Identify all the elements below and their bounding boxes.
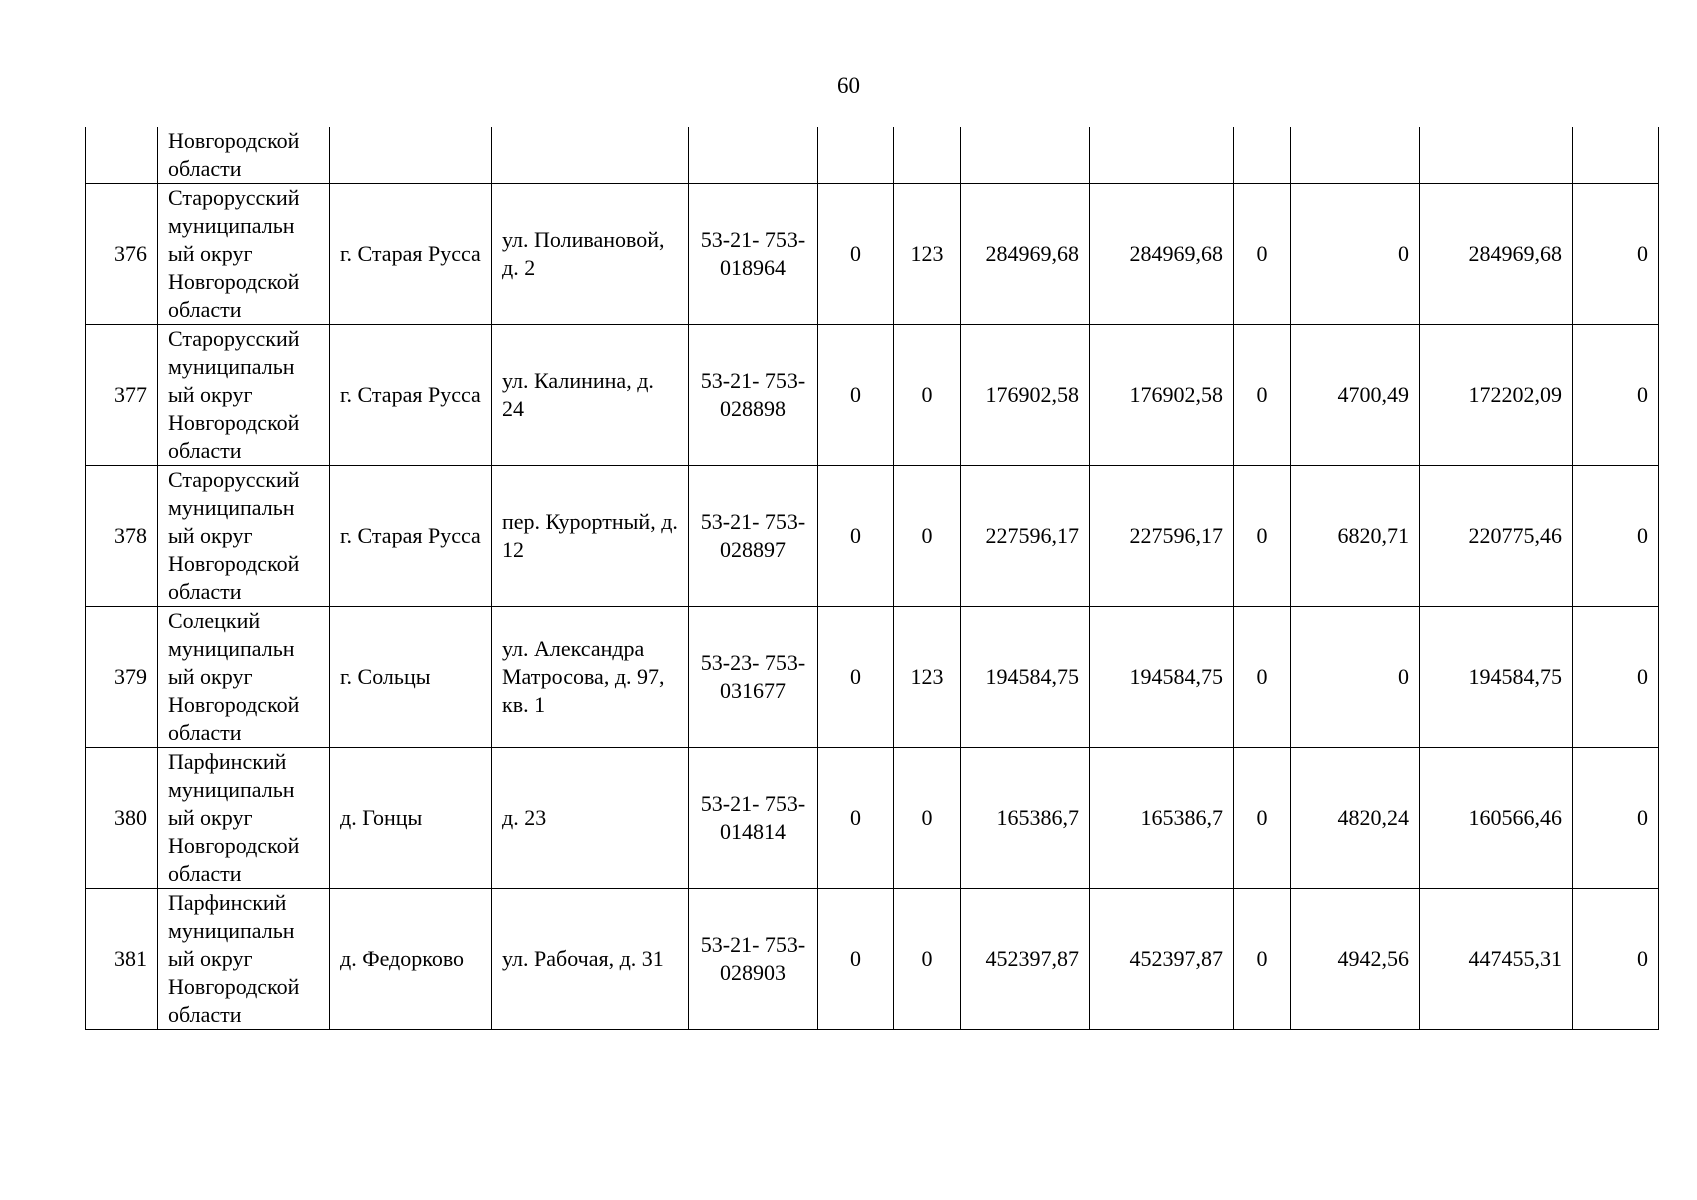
cell-settlement: г. Сольцы: [330, 607, 492, 748]
cell-v2: 227596,17: [1090, 466, 1234, 607]
cell-settlement: г. Старая Русса: [330, 466, 492, 607]
cell-c2: 0: [894, 325, 961, 466]
table-row: [86, 466, 1659, 607]
cell-v1: 284969,68: [961, 184, 1090, 325]
cell-c1: 0: [818, 607, 894, 748]
page-number: 60: [837, 73, 860, 98]
cell-code: [689, 127, 818, 184]
cell-v6: 0: [1573, 889, 1659, 1030]
cell-address: ул. Калинина, д. 24: [492, 325, 689, 466]
cell-v6: 0: [1573, 325, 1659, 466]
cell-code: 53-21- 753- 028898: [689, 325, 818, 466]
cell-v5: 172202,09: [1420, 325, 1573, 466]
cell-index: 381: [86, 889, 158, 1030]
cell-settlement: д. Гонцы: [330, 748, 492, 889]
cell-v4: 0: [1291, 184, 1420, 325]
cell-region: Парфинский муниципальн ый округ Новгородской области: [158, 748, 330, 889]
cell-v5: 284969,68: [1420, 184, 1573, 325]
cell-c2: [894, 127, 961, 184]
cell-v4: 4700,49: [1291, 325, 1420, 466]
cell-c1: 0: [818, 325, 894, 466]
cell-v3: [1234, 127, 1291, 184]
cell-v3: 0: [1234, 607, 1291, 748]
cell-v2: [1090, 127, 1234, 184]
property-table: [85, 127, 1659, 1030]
cell-region: Старорусский муниципальн ый округ Новгородской области: [158, 466, 330, 607]
cell-index: [86, 127, 158, 184]
cell-settlement: г. Старая Русса: [330, 325, 492, 466]
cell-v3: 0: [1234, 889, 1291, 1030]
cell-c2: 123: [894, 184, 961, 325]
cell-index: 376: [86, 184, 158, 325]
cell-v1: 165386,7: [961, 748, 1090, 889]
cell-code: 53-21- 753- 028897: [689, 466, 818, 607]
cell-c1: 0: [818, 184, 894, 325]
cell-v1: 194584,75: [961, 607, 1090, 748]
cell-v4: 4942,56: [1291, 889, 1420, 1030]
cell-c1: 0: [818, 889, 894, 1030]
cell-region: Старорусский муниципальн ый округ Новгородской области: [158, 325, 330, 466]
cell-v1: 227596,17: [961, 466, 1090, 607]
cell-v4: 0: [1291, 607, 1420, 748]
cell-c2: 0: [894, 889, 961, 1030]
cell-address: [492, 127, 689, 184]
cell-v5: 220775,46: [1420, 466, 1573, 607]
cell-c1: 0: [818, 748, 894, 889]
table-row: [86, 748, 1659, 889]
cell-c2: 0: [894, 466, 961, 607]
cell-v6: 0: [1573, 184, 1659, 325]
cell-index: 378: [86, 466, 158, 607]
cell-c2: 123: [894, 607, 961, 748]
table-row-continuation: [86, 127, 1659, 184]
cell-v5: [1420, 127, 1573, 184]
cell-c2: 0: [894, 748, 961, 889]
cell-settlement: [330, 127, 492, 184]
cell-index: 380: [86, 748, 158, 889]
cell-v2: 176902,58: [1090, 325, 1234, 466]
cell-v1: 452397,87: [961, 889, 1090, 1030]
cell-v6: 0: [1573, 748, 1659, 889]
cell-v6: 0: [1573, 607, 1659, 748]
cell-address: д. 23: [492, 748, 689, 889]
cell-code: 53-23- 753- 031677: [689, 607, 818, 748]
cell-v4: [1291, 127, 1420, 184]
cell-v3: 0: [1234, 325, 1291, 466]
cell-code: 53-21- 753- 018964: [689, 184, 818, 325]
cell-address: ул. Поливановой, д. 2: [492, 184, 689, 325]
cell-v1: 176902,58: [961, 325, 1090, 466]
cell-v4: 6820,71: [1291, 466, 1420, 607]
cell-c1: [818, 127, 894, 184]
cell-index: 379: [86, 607, 158, 748]
table-row: [86, 889, 1659, 1030]
cell-v6: [1573, 127, 1659, 184]
table-row: [86, 184, 1659, 325]
table-body: [86, 127, 1659, 1030]
cell-settlement: д. Федорково: [330, 889, 492, 1030]
cell-c1: 0: [818, 466, 894, 607]
cell-v6: 0: [1573, 466, 1659, 607]
cell-address: ул. Рабочая, д. 31: [492, 889, 689, 1030]
table-row: [86, 325, 1659, 466]
cell-code: 53-21- 753- 028903: [689, 889, 818, 1030]
cell-v3: 0: [1234, 748, 1291, 889]
cell-v2: 452397,87: [1090, 889, 1234, 1030]
cell-v3: 0: [1234, 466, 1291, 607]
cell-v2: 165386,7: [1090, 748, 1234, 889]
cell-v5: 194584,75: [1420, 607, 1573, 748]
cell-region: Парфинский муниципальн ый округ Новгородской области: [158, 889, 330, 1030]
cell-region: Новгородской области: [158, 127, 330, 184]
cell-v5: 447455,31: [1420, 889, 1573, 1030]
cell-v1: [961, 127, 1090, 184]
cell-v4: 4820,24: [1291, 748, 1420, 889]
cell-v2: 194584,75: [1090, 607, 1234, 748]
cell-v2: 284969,68: [1090, 184, 1234, 325]
cell-region: Старорусский муниципальн ый округ Новгородской области: [158, 184, 330, 325]
cell-v3: 0: [1234, 184, 1291, 325]
table-row: [86, 607, 1659, 748]
cell-v5: 160566,46: [1420, 748, 1573, 889]
cell-address: ул. Александра Матросова, д. 97, кв. 1: [492, 607, 689, 748]
cell-region: Солецкий муниципальн ый округ Новгородской области: [158, 607, 330, 748]
cell-index: 377: [86, 325, 158, 466]
cell-settlement: г. Старая Русса: [330, 184, 492, 325]
cell-code: 53-21- 753- 014814: [689, 748, 818, 889]
cell-address: пер. Курортный, д. 12: [492, 466, 689, 607]
